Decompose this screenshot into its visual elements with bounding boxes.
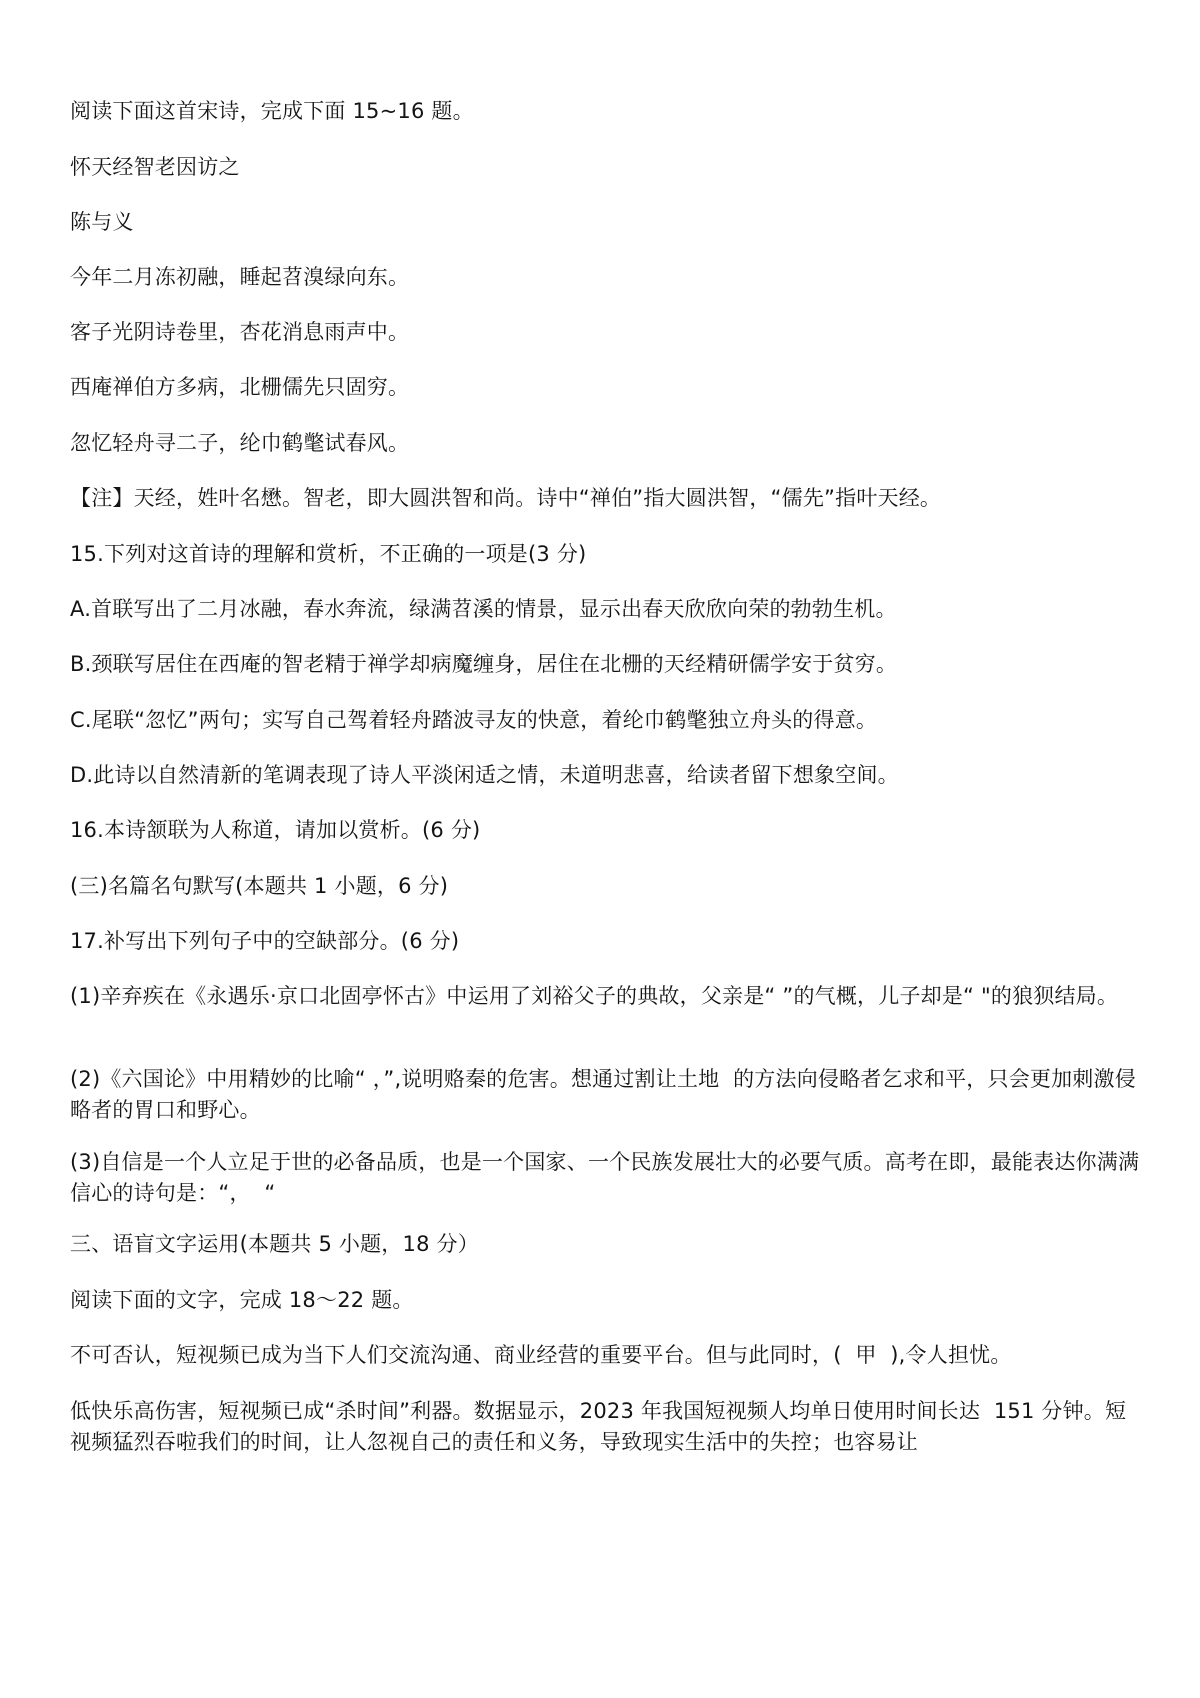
poem-line: 今年二月冻初融，睡起苕溴绿向东。 <box>70 265 410 289</box>
part-heading: 三、语盲文字运用(本题共 5 小题，18 分） <box>70 1232 479 1256</box>
question-15-option-b: B.颈联写居住在西庵的智老精于禅学却病魔缠身，居住在北栅的天经精研儒学安于贫穷。 <box>70 652 898 676</box>
poem-line: 西庵禅伯方多病，北栅儒先只固穷。 <box>70 375 410 399</box>
poem-note: 【注】天经，姓叶名懋。智老，即大圆洪智和尚。诗中“禅伯”指大圆洪智，“儒先”指叶天经。 <box>70 486 942 510</box>
question-17-item-3: (3)自信是一个人立足于世的必备品质，也是一个国家、一个民族发展壮大的必要气质。高考在即，最能表达你满满信心的诗句是：“， “ <box>70 1150 1140 1205</box>
question-15-option-a: A.首联写出了二月冰融，春水奔流，绿满苕溪的情景，显示出春天欣欣向荣的勃勃生机。 <box>70 597 897 621</box>
poem-author: 陈与义 <box>70 210 134 234</box>
passage-paragraph: 低快乐高伤害，短视频已成“杀时间”利器。数据显示，2023 年我国短视频人均单日使用时间长达 151 分钟。短视频猛烈吞啦我们的时间，让人忽视自己的责任和义务，导致现实生活中的失控；也容易让 <box>70 1399 1127 1454</box>
section-heading: (三)名篇名句默写(本题共 1 小题，6 分) <box>70 874 449 898</box>
reading-instruction: 阅读下面的文字，完成 18～22 题。 <box>70 1288 414 1312</box>
question-17-stem: 17.补写出下列句子中的空缺部分。(6 分) <box>70 929 460 953</box>
question-15-option-c: C.尾联“忽忆”两句；实写自己驾着轻舟踏波寻友的快意，着纶巾鹤氅独立舟头的得意。 <box>70 708 878 732</box>
reading-instruction: 阅读下面这首宋诗，完成下面 15~16 题。 <box>70 99 474 123</box>
question-17-item-1: (1)辛弃疾在《永遇乐·京口北固亭怀古》中运用了刘裕父子的典故，父亲是“ ”的气概，儿子却是“ "的狼狈结局。 <box>70 984 1119 1008</box>
poem-line: 客子光阴诗卷里，杏花消息雨声中。 <box>70 320 410 344</box>
question-15-stem: 15.下列对这首诗的理解和赏析，不正确的一项是(3 分) <box>70 542 587 566</box>
question-17-item-2: (2)《六国论》中用精妙的比喻“ ，”,说明赂秦的危害。想通过割让土地 的方法向侵略者乞求和平，只会更加刺激侵略者的胃口和野心。 <box>70 1067 1136 1122</box>
poem-title: 怀天经智老因访之 <box>70 155 240 179</box>
passage-paragraph: 不可否认，短视频已成为当下人们交流沟通、商业经营的重要平台。但与此同时，( 甲 ),令人担忧。 <box>70 1343 1012 1367</box>
poem-line: 忽忆轻舟寻二子，纶巾鹤氅试春风。 <box>70 431 410 455</box>
question-16: 16.本诗颔联为人称道，请加以赏析。(6 分) <box>70 818 481 842</box>
question-15-option-d: D.此诗以自然清新的笔调表现了诗人平淡闲适之情，未道明悲喜，给读者留下想象空间。 <box>70 763 899 787</box>
